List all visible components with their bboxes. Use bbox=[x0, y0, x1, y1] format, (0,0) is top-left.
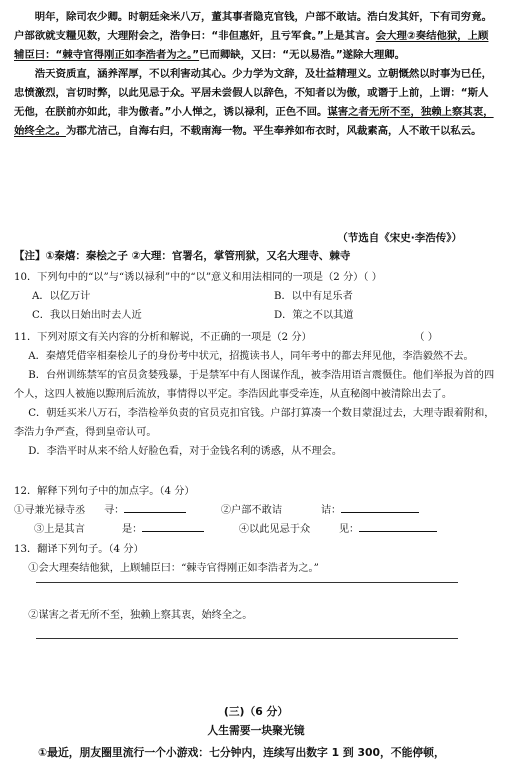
q11-option-b: B．台州训练禁军的官员贪婪残暴，于是禁军中有人图谋作乱，被李浩用语言震慑住。他们举报为首的四个人，这四人被施以黥刑后流放，事情得以平定。李浩因此事受牵连，从直秘阁中被清除出去了。 bbox=[14, 370, 495, 400]
article-title: 人生需要一块聚光镜 bbox=[207, 724, 305, 737]
q11-option-a: A．秦熺凭借宰相秦桧儿子的身份考中状元，招揽读书人，同年考中的都去拜见他，李浩毅然不去。 bbox=[28, 351, 474, 362]
q11-option-d: D．李浩平时从来不给人好脸色看，对于金钱名利的诱惑，从不理会。 bbox=[28, 446, 343, 457]
q11-answer-paren: （ ） bbox=[414, 332, 438, 343]
q12-stem: 12．解释下列句子中的加点字。（4 分） bbox=[14, 486, 195, 497]
source-citation: （节选自《宋史·李浩传》） bbox=[337, 232, 462, 244]
q10-option-a: A．以亿万计 bbox=[32, 291, 91, 302]
question-13 bbox=[14, 540, 498, 578]
q12-answer-blank-4[interactable] bbox=[359, 520, 437, 532]
question-10 bbox=[14, 268, 498, 325]
underlined-sentence-1: 会大理②奏结他狱，上顾辅臣曰：“棘寺官得刚正如李浩者为之。” bbox=[14, 30, 489, 61]
q10-option-b: B．以中有足乐者 bbox=[274, 291, 353, 302]
article-first-line: ①最近，朋友圈里流行一个小游戏：七分钟内，连续写出数字 1 到 300，不能停顿， bbox=[38, 746, 445, 759]
q12-answer-blank-1[interactable] bbox=[124, 501, 186, 513]
annotation-note: 【注】①秦熺：秦桧之子 ②大理：官署名，掌管刑狱，又名大理寺、棘寺 bbox=[14, 250, 351, 262]
q13-sentence-2: ②谋害之者无所不至，独赖上察其衷，始终全之。 bbox=[28, 610, 253, 621]
q11-option-c: C．朝廷买米八万石，李浩检举负责的官员克扣官钱。户部打算凑一个数目蒙混过去，大理寺跟着附和，李浩力争严查，得到皇帝认可。 bbox=[14, 408, 495, 438]
question-13-part-2 bbox=[14, 606, 498, 625]
question-12 bbox=[14, 482, 498, 539]
q13-answer-line-1[interactable] bbox=[36, 582, 458, 583]
q12-answer-blank-3[interactable] bbox=[142, 520, 204, 532]
q13-stem: 13．翻译下列句子。（4 分） bbox=[14, 544, 144, 555]
section-heading: (三)（6 分） bbox=[223, 705, 289, 718]
q11-stem: 11．下列对原文有关内容的分析和解说，不正确的一项是（2 分） （ ） bbox=[14, 328, 498, 347]
passage-paragraph-2: 浩天资质直，涵养浑厚，不以利害动其心。少力学为文辞，及壮益精理义。立朝慨然以时事为已任，忠愤激烈，言切时弊，以此见忌于众。平居未尝假人以辞色，不知者以为傲，或谮于上前，上谓：“斯人无他，在朕前亦如此，非为傲者。”小人惮之，诱以禄利，正色不回。谋害之者无所不至，独赖上察其衷，始终全之。为郡尤洁己，自海右归，不载南海一物。平生奉养如布衣时，风裁素高，人不敢干以私云。 bbox=[14, 68, 494, 137]
q10-option-c: C．我以日始出时去人近 bbox=[32, 310, 142, 321]
underlined-sentence-2: 谋害之者无所不至，独赖上察其衷，始终全之。 bbox=[14, 106, 494, 137]
q10-option-d: D．策之不以其道 bbox=[274, 310, 354, 321]
classical-passage bbox=[14, 8, 498, 141]
passage-paragraph-1: 明年，除司农少卿。时朝廷籴米八万，董其事者隐克官钱，户部不敢诘。浩白发其奸，下有司穷竟。户部欲就支糧见数，大理附会之，浩争曰：“非但惠奸，且亏军食。”上是其言。会大理②奏结他狱，上顾辅臣曰：“棘寺官得刚正如李浩者为之。”已而卿缺，又曰：“无以易浩。”遂除大理卿。 bbox=[14, 11, 492, 61]
question-11 bbox=[14, 328, 498, 461]
q10-options-row-2 bbox=[14, 306, 498, 325]
q12-row-2: ③上是其言 是： ④以此见忌于众 见： bbox=[14, 520, 498, 539]
q12-row-1: ①寻兼光禄寺丞 寻： ②户部不敢诘 诘： bbox=[14, 501, 498, 520]
q12-answer-blank-2[interactable] bbox=[341, 501, 419, 513]
q13-sentence-1: ①会大理奏结他狱，上顾辅臣曰：“棘寺官得刚正如李浩者为之。” bbox=[28, 563, 319, 574]
q13-answer-line-2[interactable] bbox=[36, 638, 458, 639]
q10-stem: 10．下列句中的“以”与“诱以禄利”中的“以”意义和用法相同的一项是（2 分）（ ） bbox=[14, 272, 382, 283]
q10-options-row-1 bbox=[14, 287, 498, 306]
